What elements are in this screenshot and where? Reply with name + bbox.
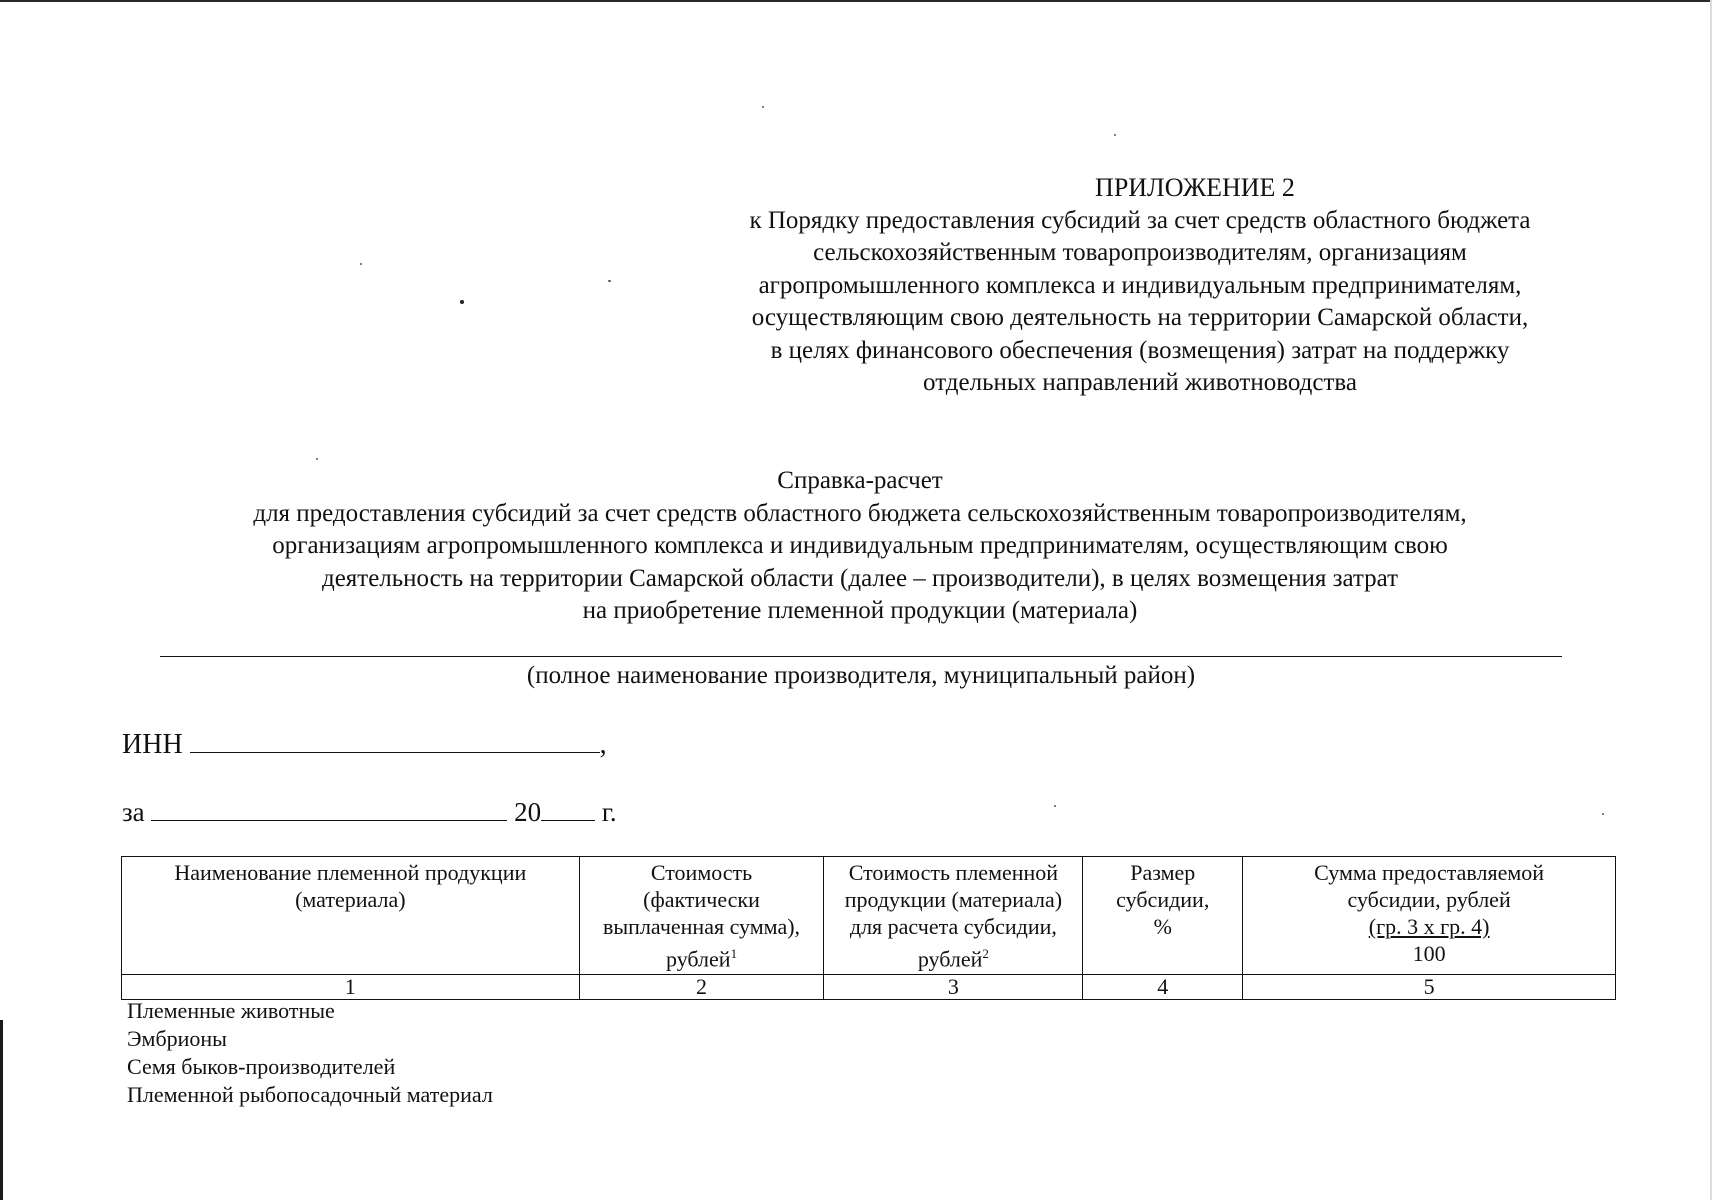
header-text: Стоимость племенной [848, 860, 1059, 885]
product-list [127, 997, 493, 1109]
scan-edge-top [0, 0, 1712, 2]
period-label: за [122, 797, 145, 827]
column-number: 2 [579, 975, 824, 1000]
column-number: 1 [122, 975, 580, 1000]
scan-speck [360, 263, 362, 265]
document-heading [110, 465, 1610, 628]
header-text: (материала) [295, 887, 406, 912]
document-subtitle-line: организациям агропромышленного комплекса и индивидуальным предпринимателям, осуществляющим свою [272, 532, 1448, 559]
column-number: 5 [1243, 975, 1616, 1000]
appendix-title: ПРИЛОЖЕНИЕ 2 [1095, 173, 1295, 202]
header-text: рублей [917, 946, 983, 972]
header-text: субсидии, рублей [1347, 887, 1511, 912]
header-text: Стоимость [650, 860, 753, 885]
period-blank[interactable] [151, 794, 507, 821]
period-row [122, 794, 617, 828]
header-product-name [122, 857, 580, 975]
table-header-row [122, 857, 1616, 975]
inn-label: ИНН [122, 729, 183, 760]
list-item: Эмбрионы [127, 1026, 227, 1051]
formula-numerator: (гр. 3 х гр. 4) [1368, 914, 1490, 939]
scan-speck [1114, 134, 1116, 136]
header-text: (фактически [643, 887, 760, 912]
document-subtitle-line: для предоставления субсидий за счет средств областного бюджета сельскохозяйственным товаропроизводителям, [253, 499, 1467, 527]
scan-speck [762, 106, 764, 108]
scan-speck [1054, 805, 1056, 807]
appendix-line: к Порядку предоставления субсидий за счет средств областного бюджета [749, 206, 1531, 234]
list-item: Племенные животные [127, 998, 335, 1023]
producer-name-caption: (полное наименование производителя, муниципальный район) [526, 662, 1196, 689]
inn-blank[interactable] [190, 726, 600, 753]
year-suffix: г. [601, 797, 617, 827]
header-text: Наименование племенной продукции [174, 860, 527, 885]
appendix-line: отдельных направлений животноводства [923, 369, 1357, 396]
header-text: продукции (материала) [844, 887, 1063, 912]
list-item: Семя быков-производителей [127, 1054, 396, 1079]
header-text: для расчета субсидии, [849, 914, 1057, 939]
header-text: % [1153, 914, 1172, 939]
appendix-line: сельскохозяйственным товаропроизводителям, организациям [813, 239, 1467, 266]
appendix-line: осуществляющим свою деятельность на территории Самарской области, [751, 304, 1529, 331]
year-prefix: 20 [514, 797, 542, 827]
formula-denominator: 100 [1412, 941, 1446, 966]
appendix-line: в целях финансового обеспечения (возмещения) затрат на поддержку [770, 336, 1510, 364]
year-blank[interactable] [541, 794, 595, 821]
header-actual-cost [579, 857, 824, 975]
document-subtitle-line: на приобретение племенной продукции (материала) [582, 597, 1138, 624]
column-number: 4 [1083, 975, 1243, 1000]
appendix-line: агропромышленного комплекса и индивидуальным предпринимателям, [758, 271, 1522, 299]
footnote-marker: 2 [982, 946, 989, 961]
scan-speck [460, 300, 464, 304]
scan-speck [1602, 813, 1604, 815]
appendix-block [640, 172, 1640, 400]
calculation-table [121, 856, 1616, 1000]
scan-speck [608, 280, 611, 282]
list-item: Племенной рыбопосадочный материал [127, 1082, 493, 1107]
header-subsidy-amount [1243, 857, 1616, 975]
header-text: выплаченная сумма), [603, 914, 801, 939]
scan-speck [316, 458, 318, 460]
header-text: рублей [665, 946, 731, 972]
document-subtitle-line: деятельность на территории Самарской области (далее – производители), в целях возмещения затрат [321, 564, 1399, 592]
column-number: 3 [824, 975, 1083, 1000]
producer-name-line[interactable] [160, 656, 1562, 657]
header-text: субсидии, [1116, 887, 1210, 912]
header-calc-cost [824, 857, 1083, 975]
header-text: Размер [1130, 860, 1196, 885]
scan-edge-left [0, 1020, 3, 1200]
header-subsidy-rate [1083, 857, 1243, 975]
header-text: Сумма предоставляемой [1314, 860, 1545, 885]
inn-suffix: , [599, 729, 607, 760]
document-title: Справка-расчет [777, 467, 943, 494]
inn-row [122, 726, 607, 761]
footnote-marker: 1 [730, 946, 738, 961]
